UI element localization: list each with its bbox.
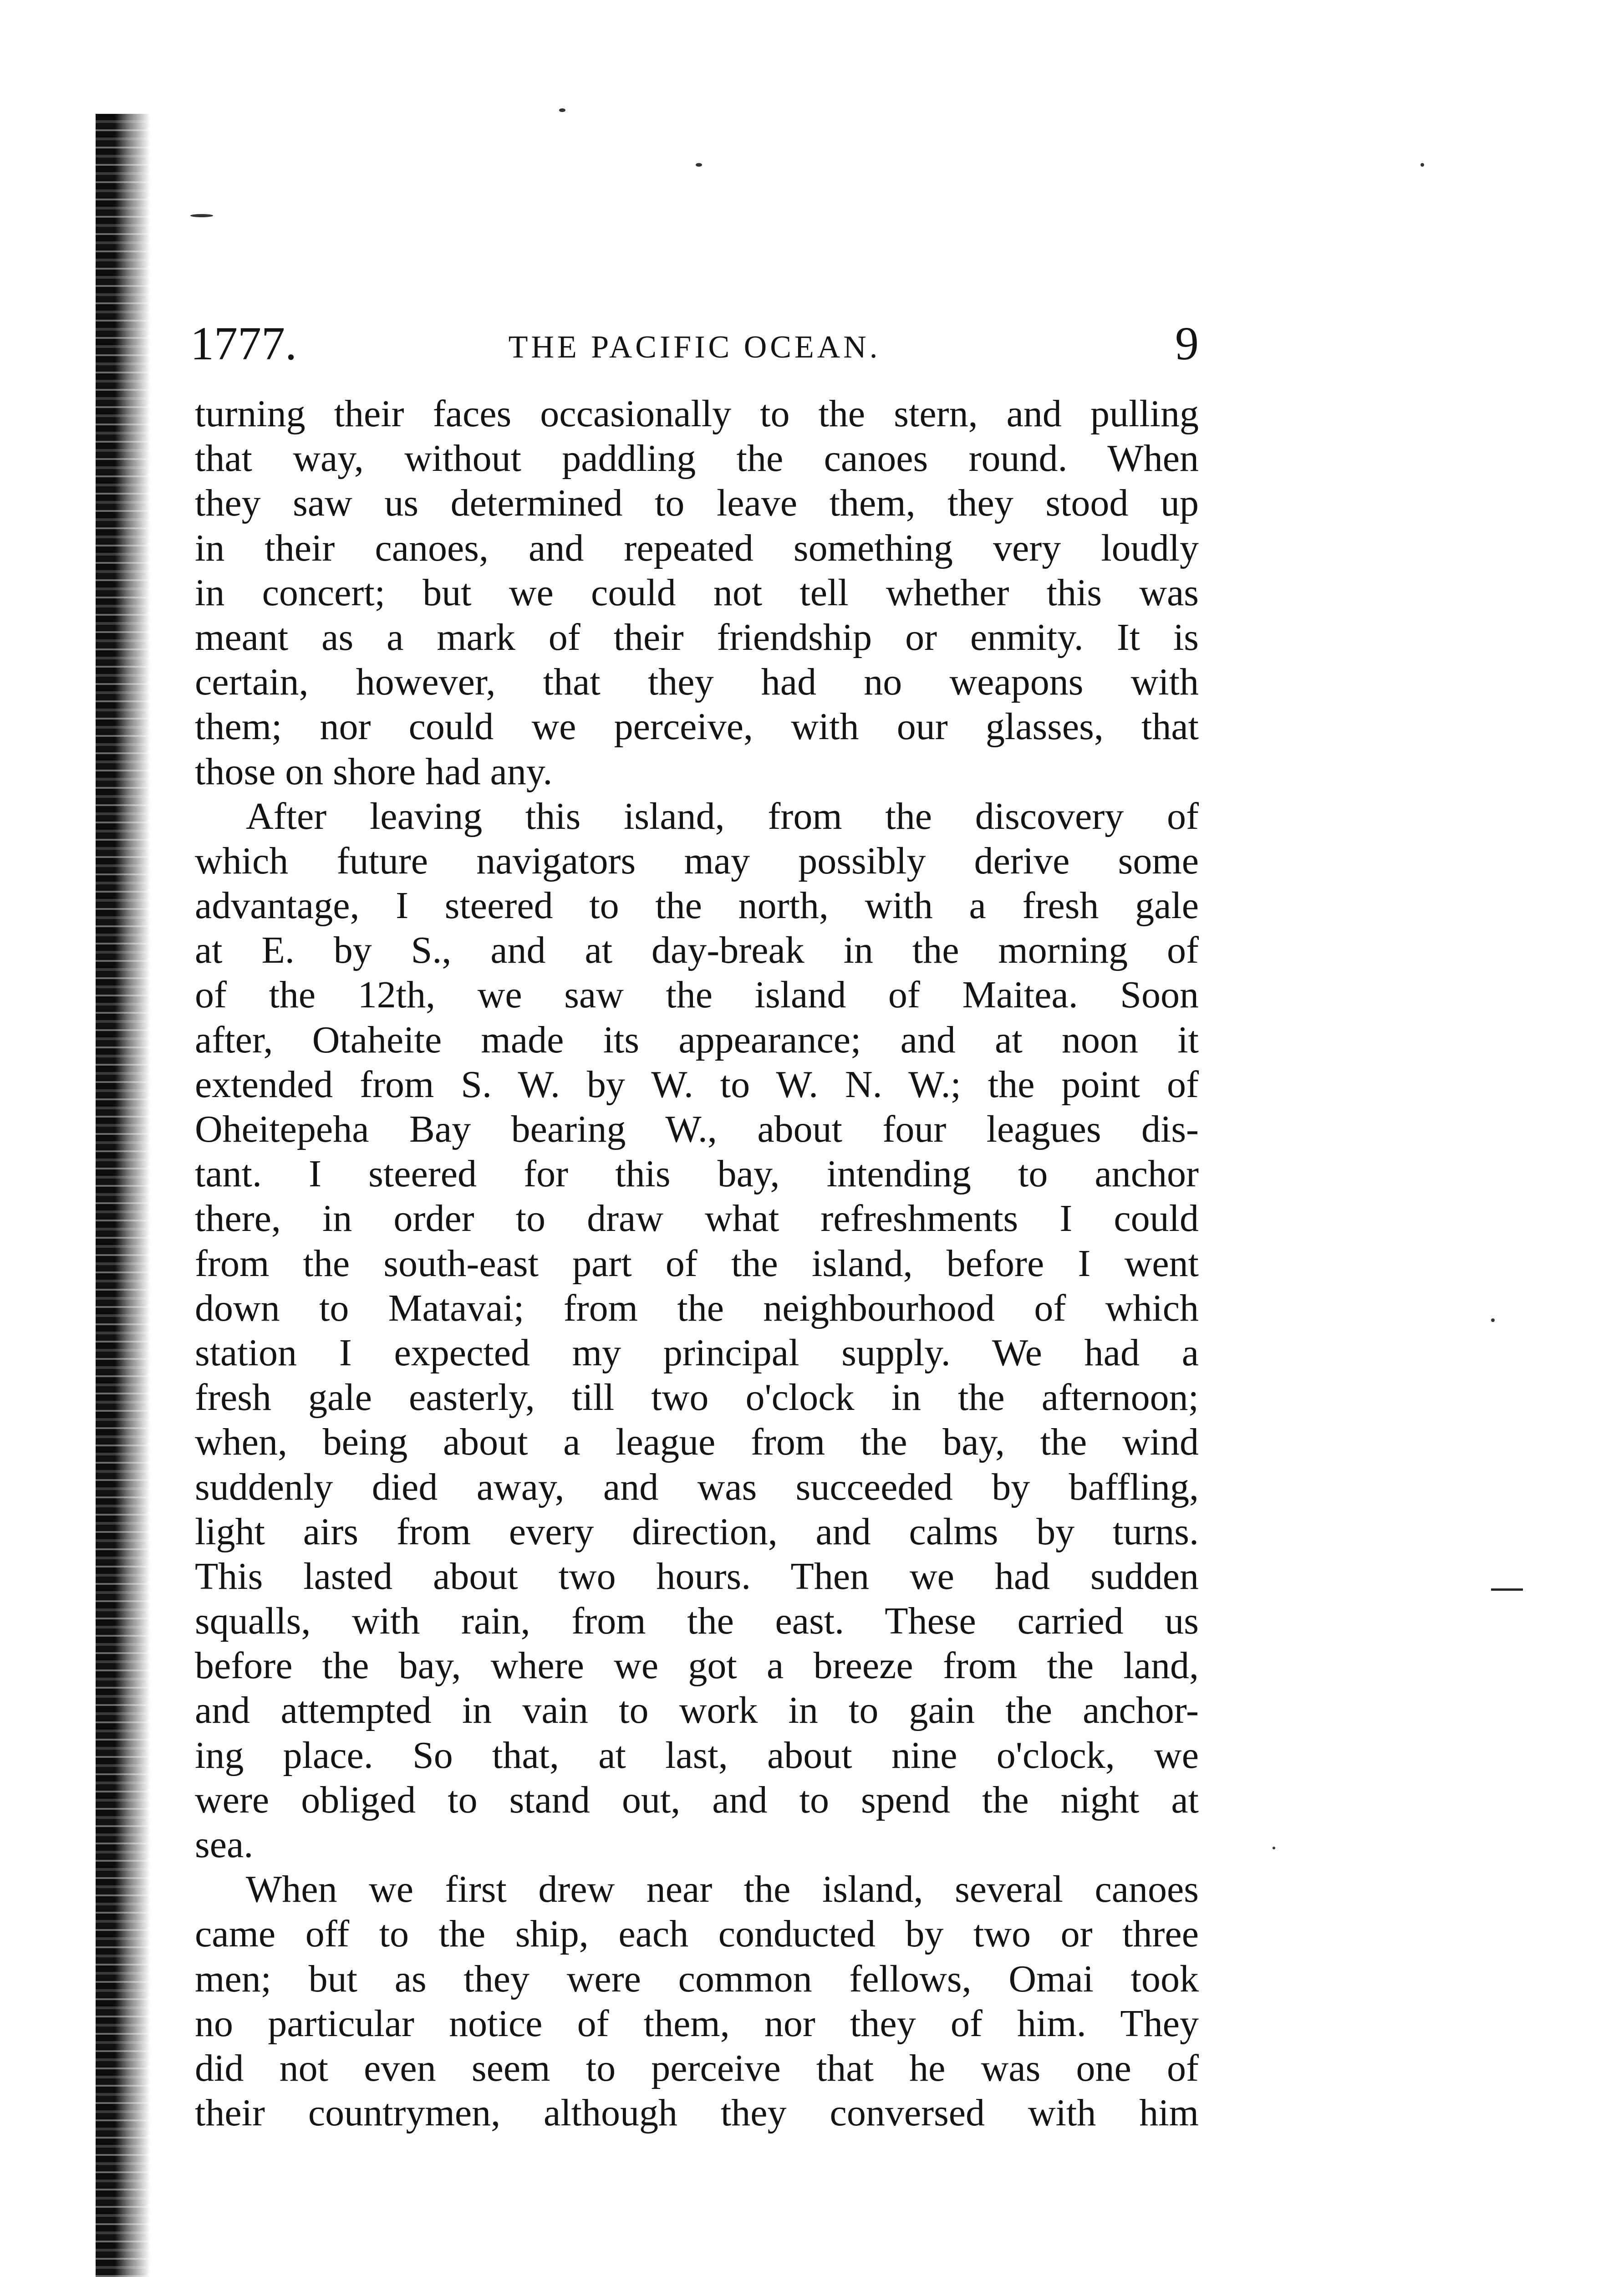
text-line: ing place. So that, at last, about nine o'clock, we	[195, 1734, 1199, 1777]
text-line: station I expected my principal supply. We had a	[195, 1331, 1199, 1374]
scan-speck	[1273, 1847, 1275, 1849]
text-line: tant. I steered for this bay, intending to anchor	[195, 1153, 1199, 1195]
text-line: Oheitepeha Bay bearing W., about four leagues dis-	[195, 1108, 1199, 1150]
text-line: and attempted in vain to work in to gain the anchor-	[195, 1689, 1199, 1732]
text-line: extended from S. W. by W. to W. N. W.; the point of	[195, 1063, 1199, 1106]
text-line: of the 12th, we saw the island of Maitea. Soon	[195, 974, 1199, 1016]
header-year: 1777.	[190, 317, 297, 370]
scan-speck	[1491, 1318, 1495, 1322]
text-line: in their canoes, and repeated something very loudly	[195, 526, 1199, 569]
text-line: that way, without paddling the canoes round. When	[195, 437, 1199, 480]
text-line: no particular notice of them, nor they of him. They	[195, 2002, 1199, 2045]
text-line: their countrymen, although they conversed with him	[195, 2092, 1199, 2134]
text-line: men; but as they were common fellows, Omai took	[195, 1957, 1199, 2000]
text-line: those on shore had any.	[195, 750, 553, 793]
text-line: did not even seem to perceive that he was one of	[195, 2047, 1199, 2089]
text-line: down to Matavai; from the neighbourhood of which	[195, 1287, 1199, 1329]
text-line: suddenly died away, and was succeeded by baffling,	[195, 1465, 1199, 1508]
text-line: when, being about a league from the bay, the wind	[195, 1421, 1199, 1464]
header-title: THE PACIFIC OCEAN.	[508, 330, 881, 365]
scan-speck	[190, 214, 213, 217]
paragraph-start-line: When we first drew near the island, several canoes	[246, 1868, 1199, 1911]
text-line: at E. by S., and at day-break in the morning of	[195, 929, 1199, 972]
scan-speck	[559, 108, 565, 112]
scan-speck	[1420, 163, 1424, 167]
text-line: fresh gale easterly, till two o'clock in the afternoon;	[195, 1376, 1199, 1419]
margin-mark	[1491, 1588, 1523, 1591]
text-line: were obliged to stand out, and to spend the night at	[195, 1778, 1199, 1821]
text-line: turning their faces occasionally to the stern, and pulling	[195, 393, 1199, 435]
text-line: from the south-east part of the island, before I went	[195, 1242, 1199, 1285]
body-text	[195, 392, 1199, 2135]
text-line: came off to the ship, each conducted by two or three	[195, 1913, 1199, 1955]
text-line: after, Otaheite made its appearance; and at noon it	[195, 1018, 1199, 1061]
text-line: which future navigators may possibly derive some	[195, 839, 1199, 882]
text-line: advantage, I steered to the north, with a fresh gale	[195, 884, 1199, 927]
running-head	[190, 319, 1199, 369]
paragraph-start-line: After leaving this island, from the discovery of	[246, 795, 1199, 837]
text-line: sea.	[195, 1823, 254, 1866]
text-line: they saw us determined to leave them, they stood up	[195, 482, 1199, 525]
text-line: squalls, with rain, from the east. These carried us	[195, 1600, 1199, 1643]
text-line: before the bay, where we got a breeze from the land,	[195, 1644, 1199, 1687]
page-number: 9	[1175, 317, 1199, 370]
text-line: in concert; but we could not tell whether this was	[195, 571, 1199, 614]
text-line: meant as a mark of their friendship or enmity. It is	[195, 616, 1199, 659]
text-line: This lasted about two hours. Then we had sudden	[195, 1555, 1199, 1598]
text-line: there, in order to draw what refreshments I could	[195, 1197, 1199, 1240]
text-line: certain, however, that they had no weapons with	[195, 661, 1199, 704]
scan-speck	[696, 163, 702, 167]
text-line: light airs from every direction, and calms by turns.	[195, 1510, 1199, 1553]
binding-shadow	[96, 114, 150, 2277]
text-line: them; nor could we perceive, with our glasses, that	[195, 705, 1199, 748]
